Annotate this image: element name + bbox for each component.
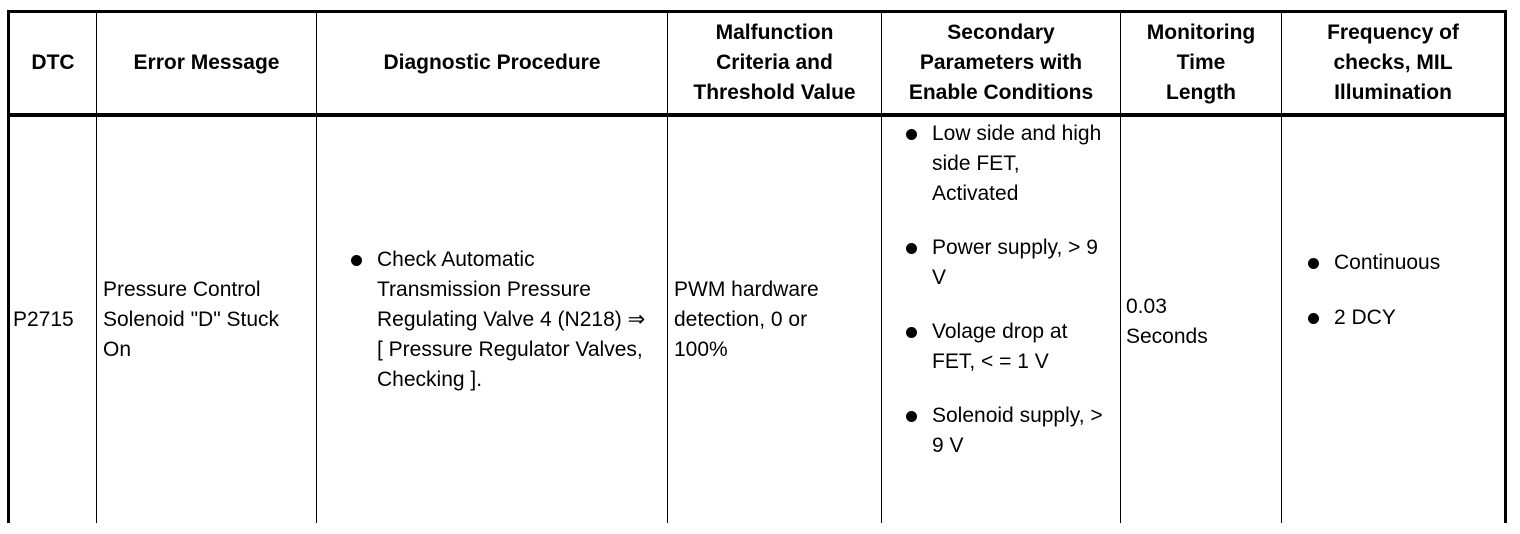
list-item	[1300, 248, 1504, 278]
list-item	[898, 233, 1110, 293]
header-frequency: Frequency of checks, MIL Illumination	[1327, 21, 1459, 104]
parameter-text: Power supply, > 9 V	[932, 236, 1098, 289]
list-item	[1300, 303, 1504, 333]
header-diagnostic-procedure: Diagnostic Procedure	[383, 51, 601, 74]
procedure-text: Check Automatic Transmission Pressure Regulating Valve 4 (N218) ⇒ [ Pressure Regulator Valves, Checking ].	[377, 248, 646, 391]
bullet-icon	[351, 255, 362, 266]
header-dtc: DTC	[31, 51, 75, 74]
list-item	[343, 245, 655, 395]
cell-error-message: Pressure Control Solenoid "D" Stuck On	[103, 278, 279, 361]
parameter-text: Volage drop at FET, < = 1 V	[932, 320, 1068, 373]
bullet-icon	[906, 411, 917, 422]
list-item	[898, 317, 1110, 377]
bullet-icon	[906, 129, 917, 140]
bullet-icon	[906, 243, 917, 254]
bullet-icon	[1308, 313, 1319, 324]
header-malfunction-criteria: Malfunction Criteria and Threshold Value	[693, 21, 856, 104]
list-item	[898, 119, 1110, 209]
cell-frequency	[1282, 248, 1504, 333]
frequency-text: 2 DCY	[1334, 306, 1396, 329]
frequency-text: Continuous	[1334, 251, 1441, 274]
header-monitoring-time: Monitoring Time Length	[1146, 21, 1256, 104]
list-item	[898, 401, 1110, 461]
parameter-text: Solenoid supply, > 9 V	[932, 404, 1103, 457]
cell-monitoring-time: 0.03 Seconds	[1126, 295, 1208, 348]
cell-diagnostic-procedure	[317, 117, 667, 523]
cell-secondary-parameters	[882, 119, 1120, 461]
bullet-icon	[1308, 258, 1319, 269]
header-error-message: Error Message	[133, 51, 280, 74]
parameter-text: Low side and high side FET, Activated	[932, 122, 1102, 205]
bullet-icon	[906, 327, 917, 338]
dtc-table	[7, 10, 1507, 523]
cell-dtc: P2715	[13, 308, 74, 331]
cell-malfunction-criteria: PWM hardware detection, 0 or 100%	[674, 278, 819, 361]
header-secondary-parameters: Secondary Parameters with Enable Conditions	[908, 21, 1094, 104]
